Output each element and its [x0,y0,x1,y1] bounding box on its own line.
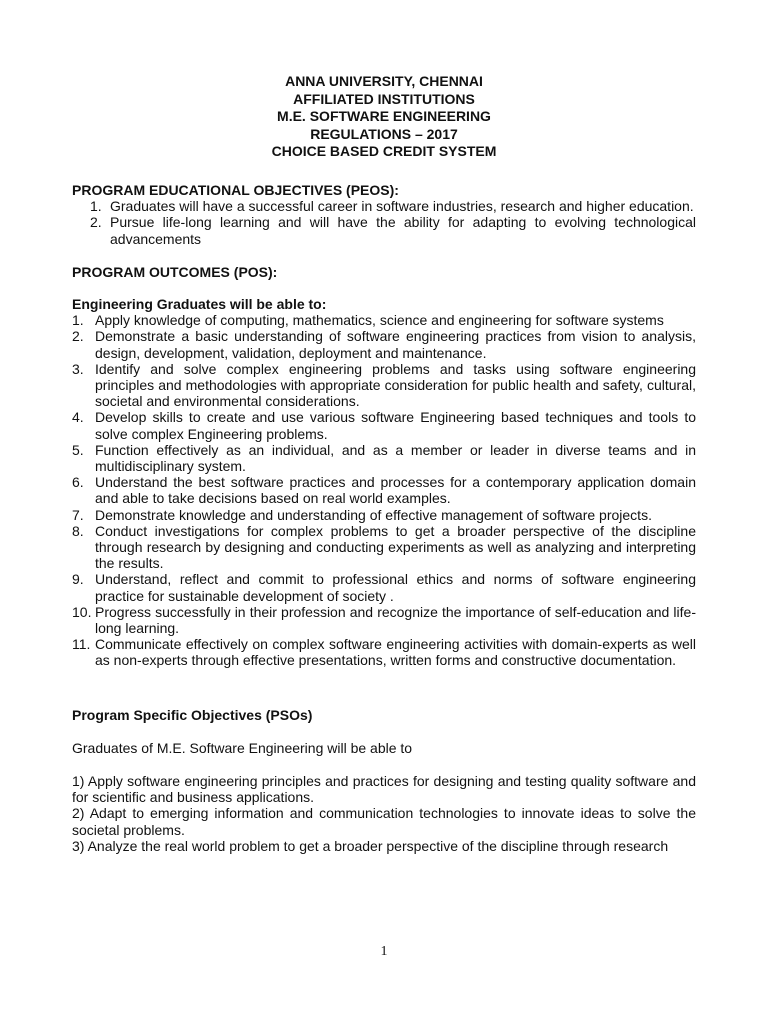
pos-item-number: 8. [72,522,84,539]
psos-heading: Program Specific Objectives (PSOs) [72,706,313,723]
pos-list-item [72,604,696,636]
title-program: M.E. SOFTWARE ENGINEERING [277,108,491,125]
pos-item-text: Demonstrate a basic understanding of software engineering practices from vision to analysis, design, development, validation, deployment and maintenance. [95,328,696,361]
peos-list-item [72,198,696,214]
pos-list-item [72,636,696,668]
peos-item-text: Pursue life-long learning and will have the ability for adapting to evolving technological advancements [110,214,696,247]
pos-list-item [72,523,696,572]
pos-item-number: 11. [72,636,91,653]
pos-list-item [72,409,696,441]
pos-item-text: Demonstrate knowledge and understanding of effective management of software projects. [95,506,652,523]
pos-item-text: Apply knowledge of computing, mathematics, science and engineering for software systems [95,312,664,329]
title-credit-system: CHOICE BASED CREDIT SYSTEM [271,143,497,160]
pos-item-text: Understand the best software practices and processes for a contemporary application domain and able to take decisions based on real world examples. [95,474,696,507]
psos-item: 2) Adapt to emerging information and communication technologies to innovate ideas to solve the societal problems. [72,805,696,838]
pos-list-item [72,507,696,523]
pos-list-item [72,328,696,360]
title-regulations: REGULATIONS – 2017 [310,125,458,142]
document-title-block [72,73,696,161]
pos-item-text: Conduct investigations for complex problems to get a broader perspective of the discipline through research by designing and conducting experiments as well as analyzing and interpreting the results. [95,522,696,572]
pos-list [72,312,696,668]
pos-item-number: 5. [72,441,84,458]
pos-list-item [72,312,696,328]
peos-item-text: Graduates will have a successful career in software industries, research and higher education. [110,198,694,215]
pos-item-text: Identify and solve complex engineering problems and tasks using software engineering principles and methodologies with appropriate consideration for public health and safety, cultural, societal and environmental considerations. [95,360,696,410]
peos-list-item [72,214,696,246]
pos-item-number: 2. [72,328,84,345]
pos-heading: PROGRAM OUTCOMES (POS): [72,263,278,280]
pos-item-text: Communicate effectively on complex software engineering activities with domain-experts as well as non-experts through effective presentations, written forms and constructive documentation. [95,636,696,669]
document-page [72,73,696,854]
pos-item-number: 7. [72,506,84,523]
pos-item-text: Develop skills to create and use various software Engineering based techniques and tools to solve complex Engineering problems. [95,409,696,442]
peos-heading: PROGRAM EDUCATIONAL OBJECTIVES (PEOS): [72,181,399,198]
psos-item: 3) Analyze the real world problem to get a broader perspective of the discipline through research [72,837,669,854]
page-number: 1 [380,944,388,959]
pos-item-text: Function effectively as an individual, and as a member or leader in diverse teams and in multidisciplinary system. [95,441,696,475]
psos-intro: Graduates of M.E. Software Engineering will be able to [72,739,413,756]
pos-item-text: Understand, reflect and commit to professional ethics and norms of software engineering practice for sustainable development of society . [95,571,696,604]
pos-item-number: 10. [72,603,92,620]
pos-item-number: 9. [72,571,84,588]
title-university: ANNA UNIVERSITY, CHENNAI [285,73,483,89]
title-affiliation: AFFILIATED INSTITUTIONS [293,90,475,107]
psos-item: 1) Apply software engineering principles and practices for designing and testing quality software and for scientific and business applications. [72,773,696,806]
pos-item-number: 3. [72,360,84,377]
pos-item-number: 6. [72,474,84,491]
pos-item-text: Progress successfully in their profession and recognize the importance of self-education and life-long learning. [95,603,696,637]
pos-subheading: Engineering Graduates will be able to: [72,295,327,312]
pos-list-item [72,571,696,603]
pos-list-item [72,474,696,506]
peos-item-number: 2. [90,214,102,231]
peos-item-number: 1. [90,198,102,215]
pos-list-item [72,361,696,410]
pos-item-number: 1. [72,312,84,329]
pos-item-number: 4. [72,409,84,426]
peos-list [72,198,696,247]
pos-list-item [72,442,696,474]
